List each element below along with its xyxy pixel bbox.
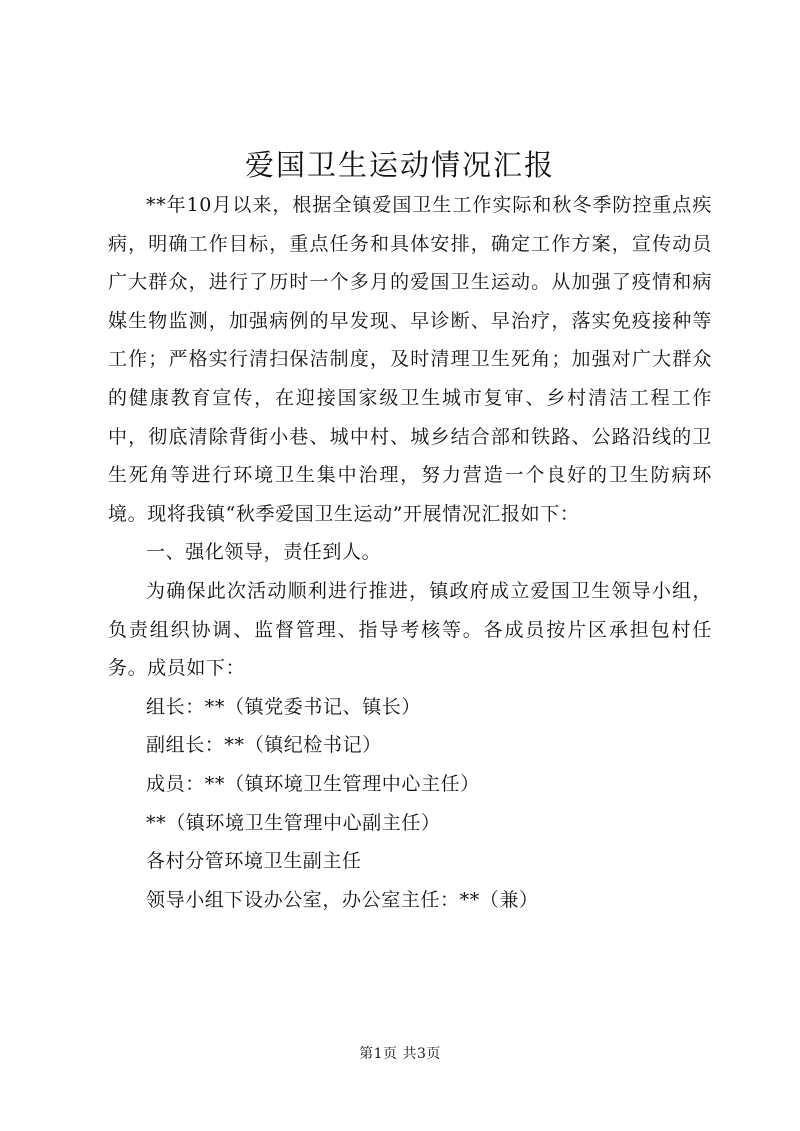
document-title: 爱国卫生运动情况汇报	[244, 148, 555, 182]
member-line-vice-director: **（镇环境卫生管理中心副主任）	[146, 811, 441, 834]
section-heading-1: 一、强化领导，责任到人。	[146, 541, 382, 564]
leadership-paragraph: 为确保此次活动顺利进行推进，镇政府成立爱国卫生领导小组，负责组织协调、监督管理、指导考核等。各成员按片区承担包村任务。成员如下：	[108, 579, 712, 680]
office-line: 领导小组下设办公室，办公室主任：**（兼）	[146, 888, 539, 911]
page-footer: 第1页 共3页	[359, 1046, 441, 1062]
document-body	[108, 186, 712, 919]
member-line-leader: 组长：**（镇党委书记、镇长）	[146, 695, 422, 718]
member-line-member: 成员：**（镇环境卫生管理中心主任）	[146, 772, 480, 795]
member-line-deputy: 副组长：**（镇纪检书记）	[146, 734, 382, 757]
member-line-village: 各村分管环境卫生副主任	[146, 850, 362, 873]
intro-paragraph: **年10月以来，根据全镇爱国卫生工作实际和秋冬季防控重点疾病，明确工作目标，重点任务和具体安排，确定工作方案，宣传动员广大群众，进行了历时一个多月的爱国卫生运动。从加强了疫情和病媒生物监测，加强病例的早发现、早诊断、早治疗，落实免疫接种等工作；严格实行清扫保洁制度，及时清理卫生死角；加强对广大群众的健康教育宣传，在迎接国家级卫生城市复审、乡村清洁工程工作中，彻底清除背街小巷、城中村、城乡结合部和铁路、公路沿线的卫生死角等进行环境卫生集中治理，努力营造一个良好的卫生防病环境。现将我镇“秋季爱国卫生运动”开展情况汇报如下：	[108, 194, 712, 525]
